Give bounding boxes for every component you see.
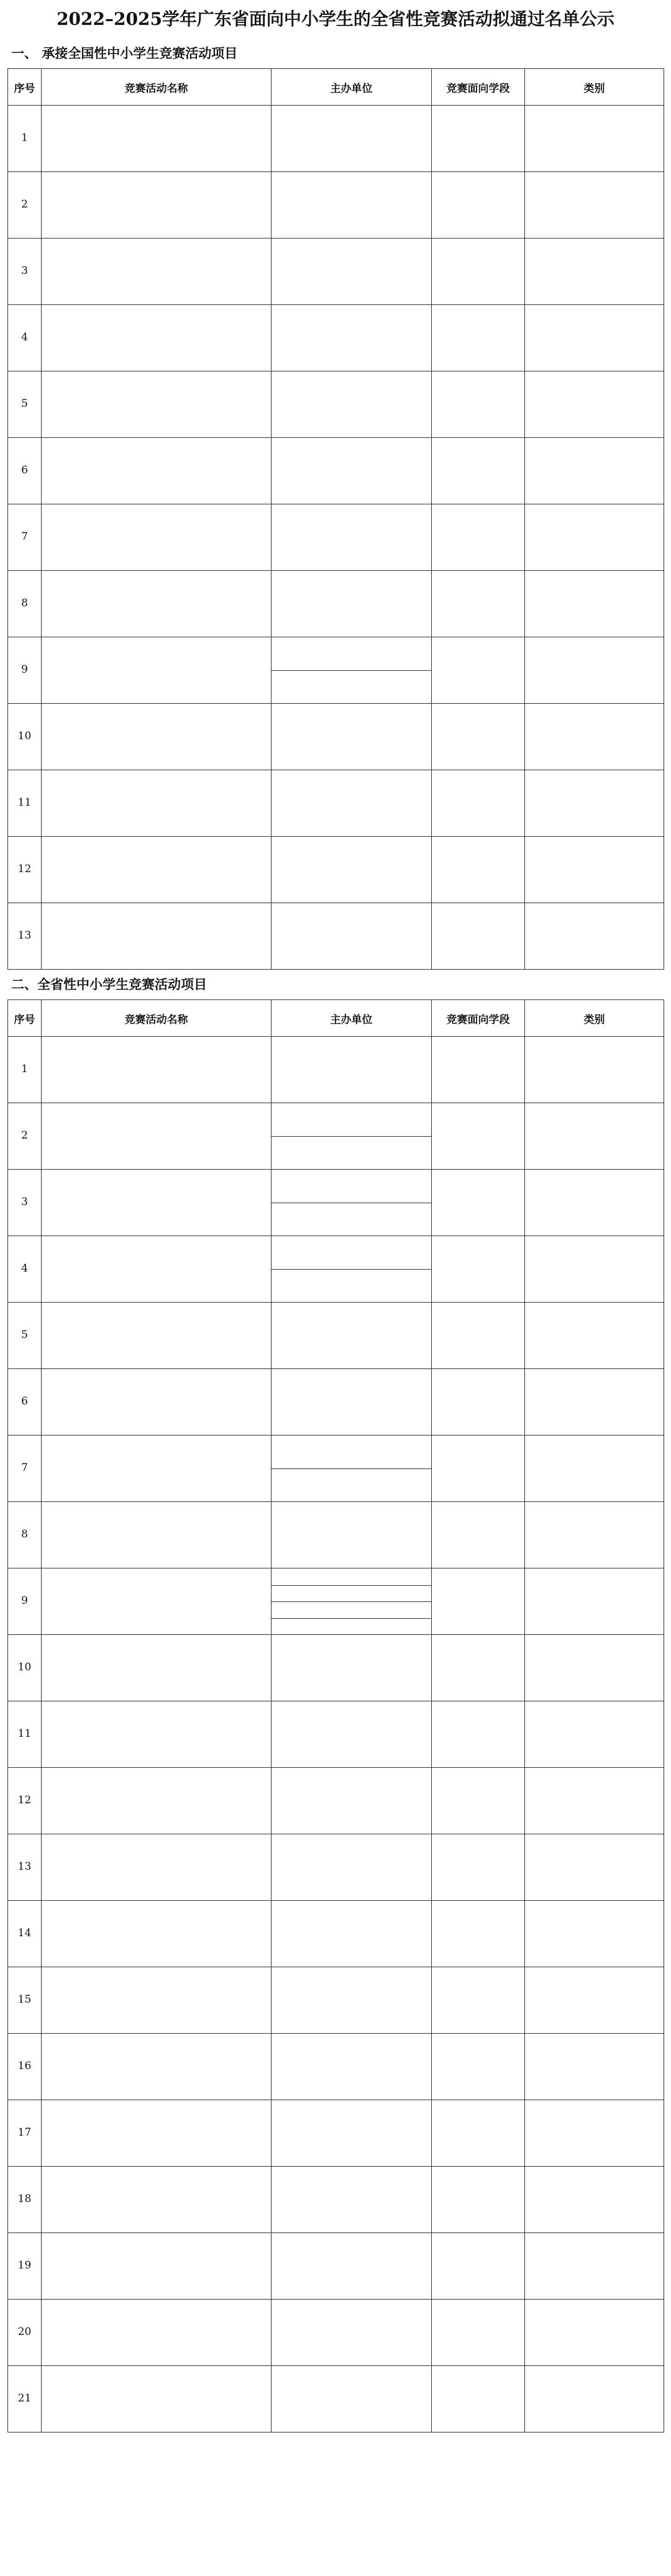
competition-table xyxy=(7,999,664,2433)
organizer-cell xyxy=(272,1635,432,1701)
organizer-name xyxy=(272,837,431,903)
row-number: 4 xyxy=(8,1236,42,1303)
column-header: 竞赛面向学段 xyxy=(432,69,525,106)
organizer-cell xyxy=(272,1037,432,1103)
table-row xyxy=(8,305,664,371)
organizer-cell xyxy=(272,106,432,172)
organizer-cell xyxy=(272,239,432,305)
competition-name xyxy=(42,438,272,504)
table-row xyxy=(8,1635,664,1701)
organizer-name xyxy=(272,1369,431,1435)
row-number: 9 xyxy=(8,1568,42,1635)
organizer-name xyxy=(272,2034,431,2100)
organizer-name xyxy=(272,1502,431,1568)
table-row xyxy=(8,637,664,704)
competition-category xyxy=(525,770,664,837)
row-number: 18 xyxy=(8,2167,42,2233)
competition-category xyxy=(525,305,664,371)
section-title: 二、全省性中小学生竞赛活动项目 xyxy=(11,976,207,992)
competition-name xyxy=(42,1701,272,1768)
organizer-name xyxy=(272,1901,431,1967)
organizer-name xyxy=(272,770,431,836)
competition-name xyxy=(42,1170,272,1236)
competition-category xyxy=(525,1103,664,1170)
organizer-name xyxy=(272,106,431,171)
row-number: 8 xyxy=(8,571,42,637)
table-row xyxy=(8,837,664,903)
school-stage xyxy=(432,704,525,770)
competition-category xyxy=(525,903,664,970)
competition-table xyxy=(7,68,664,970)
organizer-cell xyxy=(272,1901,432,1967)
organizer-name xyxy=(272,1436,431,1468)
row-number: 2 xyxy=(8,172,42,239)
school-stage xyxy=(432,1103,525,1170)
competition-category xyxy=(525,637,664,704)
table-row xyxy=(8,571,664,637)
competition-category xyxy=(525,438,664,504)
competition-category xyxy=(525,704,664,770)
school-stage xyxy=(432,1502,525,1568)
school-stage xyxy=(432,1768,525,1834)
school-stage xyxy=(432,371,525,438)
row-number: 2 xyxy=(8,1103,42,1170)
table-row xyxy=(8,1037,664,1103)
competition-name xyxy=(42,106,272,172)
organizer-name xyxy=(272,172,431,238)
school-stage xyxy=(432,172,525,239)
competition-category xyxy=(525,1436,664,1502)
row-number: 15 xyxy=(8,1967,42,2034)
organizer-cell xyxy=(272,1170,432,1236)
school-stage xyxy=(432,1701,525,1768)
organizer-name xyxy=(272,1103,431,1136)
competition-category xyxy=(525,2167,664,2233)
organizer-name xyxy=(272,2366,431,2432)
school-stage xyxy=(432,571,525,637)
organizer-name xyxy=(272,1303,431,1368)
organizer-name xyxy=(272,2233,431,2299)
organizer-cell xyxy=(272,1369,432,1436)
competition-category xyxy=(525,504,664,571)
school-stage xyxy=(432,1369,525,1436)
competition-name xyxy=(42,1436,272,1502)
row-number: 19 xyxy=(8,2233,42,2300)
school-stage xyxy=(432,1967,525,2034)
competition-category xyxy=(525,1037,664,1103)
organizer-name xyxy=(272,305,431,371)
table-row xyxy=(8,371,664,438)
row-number: 14 xyxy=(8,1901,42,1967)
school-stage xyxy=(432,305,525,371)
organizer-name xyxy=(272,1967,431,2033)
school-stage xyxy=(432,2300,525,2366)
competition-name xyxy=(42,1568,272,1635)
organizer-name xyxy=(272,1635,431,1701)
organizer-cell xyxy=(272,637,432,704)
competition-category xyxy=(525,1369,664,1436)
competition-category xyxy=(525,837,664,903)
row-number: 1 xyxy=(8,1037,42,1103)
competition-name xyxy=(42,1037,272,1103)
organizer-cell xyxy=(272,2034,432,2100)
table-row xyxy=(8,2366,664,2433)
organizer-name xyxy=(272,1136,431,1169)
column-header: 类别 xyxy=(525,69,664,106)
organizer-cell xyxy=(272,1834,432,1901)
row-number: 7 xyxy=(8,1436,42,1502)
organizer-cell xyxy=(272,2167,432,2233)
competition-category xyxy=(525,1967,664,2034)
row-number: 7 xyxy=(8,504,42,571)
competition-category xyxy=(525,1236,664,1303)
competition-category xyxy=(525,2100,664,2167)
organizer-cell xyxy=(272,1967,432,2034)
organizer-name xyxy=(272,571,431,637)
school-stage xyxy=(432,637,525,704)
row-number: 13 xyxy=(8,1834,42,1901)
row-number: 12 xyxy=(8,837,42,903)
row-number: 13 xyxy=(8,903,42,970)
table-header-row xyxy=(8,69,664,106)
school-stage xyxy=(432,1635,525,1701)
organizer-cell xyxy=(272,1103,432,1170)
organizer-name xyxy=(272,1269,431,1302)
organizer-cell xyxy=(272,1236,432,1303)
competition-category xyxy=(525,571,664,637)
table-row xyxy=(8,2167,664,2233)
competition-name xyxy=(42,2034,272,2100)
organizer-name xyxy=(272,1468,431,1501)
row-number: 11 xyxy=(8,770,42,837)
competition-name xyxy=(42,1303,272,1369)
organizer-name xyxy=(272,2100,431,2166)
table-row xyxy=(8,1967,664,2034)
competition-category xyxy=(525,172,664,239)
competition-category xyxy=(525,2300,664,2366)
section-title: 一、 承接全国性中小学生竞赛活动项目 xyxy=(11,45,238,61)
organizer-name xyxy=(272,1568,431,1585)
column-header: 序号 xyxy=(8,69,42,106)
organizer-name xyxy=(272,1701,431,1767)
table-row xyxy=(8,1369,664,1436)
competition-name xyxy=(42,1236,272,1303)
school-stage xyxy=(432,438,525,504)
competition-name xyxy=(42,2233,272,2300)
school-stage xyxy=(432,1037,525,1103)
organizer-cell xyxy=(272,1502,432,1568)
table-header-row xyxy=(8,1000,664,1037)
table-row xyxy=(8,903,664,970)
competition-name xyxy=(42,371,272,438)
table-row xyxy=(8,172,664,239)
competition-name xyxy=(42,1768,272,1834)
column-header: 竞赛面向学段 xyxy=(432,1000,525,1037)
table-row xyxy=(8,106,664,172)
organizer-name xyxy=(272,637,431,670)
competition-name xyxy=(42,903,272,970)
organizer-name xyxy=(272,1170,431,1203)
table-row xyxy=(8,1568,664,1635)
document-title: 2022–2025学年广东省面向中小学生的全省性竞赛活动拟通过名单公示 xyxy=(57,9,614,29)
competition-name xyxy=(42,172,272,239)
organizer-cell xyxy=(272,571,432,637)
table-row xyxy=(8,2233,664,2300)
competition-category xyxy=(525,1303,664,1369)
school-stage xyxy=(432,2167,525,2233)
column-header: 竞赛活动名称 xyxy=(42,69,272,106)
competition-name xyxy=(42,2100,272,2167)
table-row xyxy=(8,438,664,504)
competition-category xyxy=(525,2034,664,2100)
competition-name xyxy=(42,239,272,305)
table-row xyxy=(8,1701,664,1768)
competition-name xyxy=(42,1834,272,1901)
organizer-name xyxy=(272,670,431,703)
organizer-name xyxy=(272,1037,431,1103)
row-number: 10 xyxy=(8,1635,42,1701)
organizer-name xyxy=(272,1236,431,1269)
organizer-cell xyxy=(272,704,432,770)
row-number: 5 xyxy=(8,371,42,438)
row-number: 12 xyxy=(8,1768,42,1834)
table-row xyxy=(8,1170,664,1236)
organizer-cell xyxy=(272,837,432,903)
competition-category xyxy=(525,1768,664,1834)
school-stage xyxy=(432,770,525,837)
row-number: 11 xyxy=(8,1701,42,1768)
organizer-name xyxy=(272,1618,431,1635)
school-stage xyxy=(432,1834,525,1901)
row-number: 9 xyxy=(8,637,42,704)
competition-name xyxy=(42,2167,272,2233)
competition-name xyxy=(42,770,272,837)
competition-category xyxy=(525,371,664,438)
organizer-name xyxy=(272,438,431,504)
organizer-cell xyxy=(272,371,432,438)
competition-name xyxy=(42,704,272,770)
organizer-cell xyxy=(272,2233,432,2300)
row-number: 21 xyxy=(8,2366,42,2433)
school-stage xyxy=(432,903,525,970)
table-row xyxy=(8,1502,664,1568)
organizer-name xyxy=(272,239,431,304)
school-stage xyxy=(432,1236,525,1303)
organizer-name xyxy=(272,1834,431,1900)
row-number: 10 xyxy=(8,704,42,770)
row-number: 6 xyxy=(8,438,42,504)
competition-category xyxy=(525,239,664,305)
school-stage xyxy=(432,239,525,305)
table-row xyxy=(8,1303,664,1369)
competition-name xyxy=(42,504,272,571)
competition-name xyxy=(42,1502,272,1568)
organizer-name xyxy=(272,1601,431,1618)
competition-name xyxy=(42,2366,272,2433)
organizer-cell xyxy=(272,2366,432,2433)
column-header: 序号 xyxy=(8,1000,42,1037)
organizer-name xyxy=(272,1585,431,1602)
school-stage xyxy=(432,2034,525,2100)
organizer-name xyxy=(272,704,431,770)
table-row xyxy=(8,704,664,770)
table-row xyxy=(8,239,664,305)
school-stage xyxy=(432,106,525,172)
competition-category xyxy=(525,1701,664,1768)
row-number: 4 xyxy=(8,305,42,371)
table-row xyxy=(8,770,664,837)
competition-name xyxy=(42,1635,272,1701)
row-number: 20 xyxy=(8,2300,42,2366)
table-row xyxy=(8,1103,664,1170)
competition-name xyxy=(42,637,272,704)
column-header: 主办单位 xyxy=(272,69,432,106)
organizer-cell xyxy=(272,903,432,970)
table-row xyxy=(8,1768,664,1834)
competition-category xyxy=(525,1834,664,1901)
row-number: 8 xyxy=(8,1502,42,1568)
school-stage xyxy=(432,1170,525,1236)
organizer-name xyxy=(272,371,431,437)
organizer-cell xyxy=(272,1436,432,1502)
competition-name xyxy=(42,1369,272,1436)
table-row xyxy=(8,1834,664,1901)
competition-category xyxy=(525,2233,664,2300)
school-stage xyxy=(432,1901,525,1967)
competition-category xyxy=(525,1502,664,1568)
sections-container xyxy=(7,39,664,2433)
competition-name xyxy=(42,2300,272,2366)
school-stage xyxy=(432,1568,525,1635)
table-row xyxy=(8,1436,664,1502)
table-row xyxy=(8,2300,664,2366)
organizer-cell xyxy=(272,172,432,239)
organizer-name xyxy=(272,504,431,570)
organizer-cell xyxy=(272,1303,432,1369)
competition-name xyxy=(42,837,272,903)
row-number: 3 xyxy=(8,239,42,305)
row-number: 5 xyxy=(8,1303,42,1369)
school-stage xyxy=(432,2100,525,2167)
competition-category xyxy=(525,106,664,172)
table-row xyxy=(8,504,664,571)
organizer-cell xyxy=(272,1568,432,1635)
competition-name xyxy=(42,305,272,371)
organizer-cell xyxy=(272,1768,432,1834)
organizer-cell xyxy=(272,1701,432,1768)
row-number: 1 xyxy=(8,106,42,172)
row-number: 3 xyxy=(8,1170,42,1236)
table-row xyxy=(8,1236,664,1303)
organizer-name xyxy=(272,1203,431,1236)
row-number: 17 xyxy=(8,2100,42,2167)
competition-category xyxy=(525,2366,664,2433)
competition-category xyxy=(525,1635,664,1701)
column-header: 类别 xyxy=(525,1000,664,1037)
organizer-cell xyxy=(272,2300,432,2366)
competition-category xyxy=(525,1901,664,1967)
school-stage xyxy=(432,1303,525,1369)
competition-name xyxy=(42,571,272,637)
column-header: 主办单位 xyxy=(272,1000,432,1037)
organizer-cell xyxy=(272,2100,432,2167)
school-stage xyxy=(432,2366,525,2433)
row-number: 6 xyxy=(8,1369,42,1436)
school-stage xyxy=(432,837,525,903)
organizer-name xyxy=(272,2300,431,2365)
competition-name xyxy=(42,1103,272,1170)
competition-category xyxy=(525,1170,664,1236)
table-row xyxy=(8,2100,664,2167)
organizer-cell xyxy=(272,305,432,371)
school-stage xyxy=(432,504,525,571)
table-row xyxy=(8,2034,664,2100)
competition-category xyxy=(525,1568,664,1635)
competition-name xyxy=(42,1901,272,1967)
row-number: 16 xyxy=(8,2034,42,2100)
organizer-cell xyxy=(272,504,432,571)
school-stage xyxy=(432,2233,525,2300)
organizer-cell xyxy=(272,438,432,504)
school-stage xyxy=(432,1436,525,1502)
organizer-name xyxy=(272,903,431,969)
table-row xyxy=(8,1901,664,1967)
organizer-name xyxy=(272,2167,431,2232)
column-header: 竞赛活动名称 xyxy=(42,1000,272,1037)
competition-name xyxy=(42,1967,272,2034)
organizer-cell xyxy=(272,770,432,837)
organizer-name xyxy=(272,1768,431,1834)
